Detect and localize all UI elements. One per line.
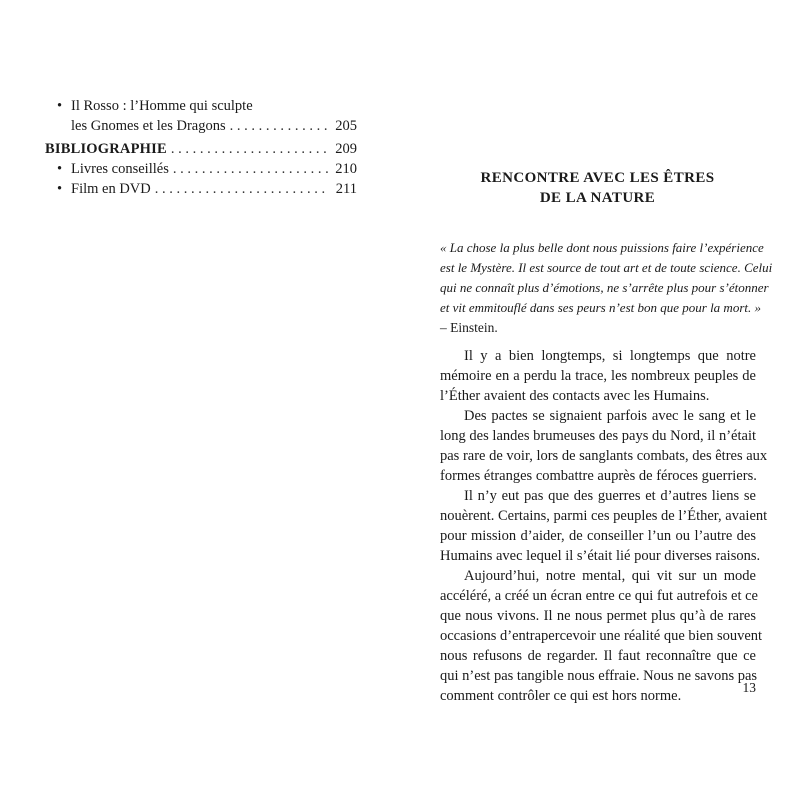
body-line: Humains avec lequel il s’était lié pour diverses raisons. — [440, 548, 761, 564]
toc-entry-page: 210 — [335, 161, 357, 177]
toc-entry-label: Film en DVD — [71, 181, 151, 197]
bullet-icon: • — [57, 161, 63, 177]
toc-entry-livres-conseilles — [45, 159, 357, 179]
bullet-icon: • — [57, 181, 63, 197]
toc-section-label: BIBLIOGRAPHIE — [45, 141, 167, 157]
toc-leader-dots — [171, 139, 329, 159]
epigraph-line: « La chose la plus belle dont nous puissions faire l’expérience — [440, 240, 764, 255]
body-line: mémoire en a perdu la trace, les nombreux peuples de — [440, 368, 756, 384]
table-of-contents — [45, 96, 357, 199]
body-line: pas rare de voir, lors de sanglants combats, des êtres aux — [440, 448, 768, 464]
toc-entry-il-rosso-continued — [45, 116, 357, 136]
toc-entry-film-en-dvd — [45, 179, 357, 199]
body-line: Aujourd’hui, notre mental, qui vit sur un mode — [464, 568, 756, 584]
epigraph-line: et vit emmitouflé dans ses peurs n’est bon que pour la mort. » — [440, 300, 761, 315]
chapter-body-text — [440, 346, 768, 706]
epigraph-quote — [440, 238, 773, 338]
toc-leader-dots — [230, 116, 329, 136]
bullet-icon: • — [57, 98, 63, 114]
toc-leader-dots — [173, 159, 329, 179]
toc-entry-il-rosso — [45, 96, 357, 116]
body-line: pour mission d’aider, de conseiller l’un ou l’autre des — [440, 528, 756, 544]
toc-entry-page: 209 — [335, 141, 357, 157]
toc-entry-page: 205 — [335, 118, 357, 134]
body-line: Il n’y eut pas que des guerres et d’autres liens se — [464, 488, 756, 504]
body-line: long des landes brumeuses des pays du Nord, il n’était — [440, 428, 756, 444]
body-line: que nous vivons. Il ne nous permet plus qu’à de rares — [440, 608, 756, 624]
chapter-title — [440, 168, 755, 208]
body-line: Des pactes se signaient parfois avec le sang et le — [464, 408, 756, 424]
body-line: qui n’est pas tangible nous effraie. Nous ne savons pas — [440, 668, 758, 684]
toc-entry-label: Livres conseillés — [71, 161, 169, 177]
toc-entry-label: les Gnomes et les Dragons — [71, 118, 226, 134]
toc-section-bibliographie — [45, 139, 357, 159]
body-line: accéléré, a créé un écran entre ce qui fut autrefois et ce — [440, 588, 758, 604]
body-line: Il y a bien longtemps, si longtemps que notre — [464, 348, 756, 364]
toc-entry-label: Il Rosso : l’Homme qui sculpte — [71, 98, 253, 114]
page-number: 13 — [742, 680, 756, 695]
body-line: occasions d’entrapercevoir une réalité que bien souvent — [440, 628, 763, 644]
body-line: l’Éther avaient des contacts avec les Humains. — [440, 388, 710, 404]
body-line: formes étranges combattre auprès de féroces guerriers. — [440, 468, 757, 484]
right-page — [400, 0, 800, 800]
epigraph-author: – Einstein. — [440, 320, 498, 335]
epigraph-line: qui ne connaît plus d’émotions, ne s’arrête plus pour s’étonner — [440, 280, 769, 295]
toc-entry-page: 211 — [335, 181, 357, 197]
toc-leader-dots — [155, 179, 329, 199]
chapter-title-line-2: DE LA NATURE — [539, 190, 656, 206]
body-line: comment contrôler ce qui est hors norme. — [440, 688, 682, 704]
body-line: nouèrent. Certains, parmi ces peuples de l’Éther, avaient — [440, 508, 768, 524]
chapter-title-line-1: RENCONTRE AVEC LES ÊTRES — [480, 170, 715, 186]
body-line: nous refusons de regarder. Il faut reconnaître que ce — [440, 648, 756, 664]
epigraph-line: est le Mystère. Il est source de tout art et de toute science. Celui — [440, 260, 773, 275]
